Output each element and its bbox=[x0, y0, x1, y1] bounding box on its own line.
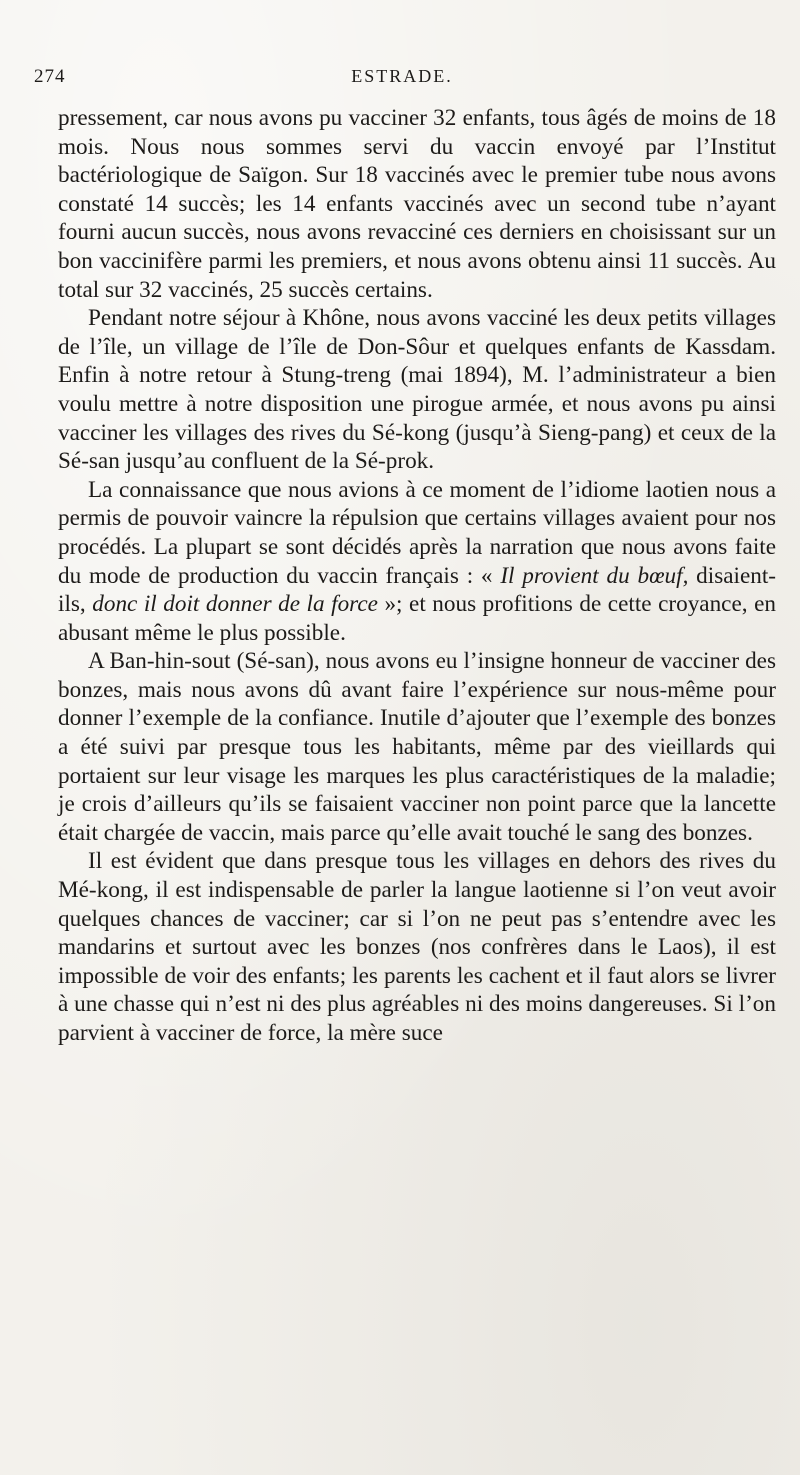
paragraph-2: Pendant notre séjour à Khône, nous avons vacciné les deux petits villages de l’île, un village de l’île de Don-Sôur et quelques enfants de Kassdam. Enfin à notre retour à Stung-treng (mai 1894), M. l’administrateur a bien voulu mettre à notre disposition une pirogue armée, et nous avons pu ainsi vacciner les villages des rives du Sé-kong (jusqu’à Sieng-pang) et ceux de la Sé-san jusqu’au confluent de la Sé-prok. bbox=[58, 305, 776, 475]
paragraph-3-italic-phrase: donc il doit donner de la force bbox=[92, 591, 378, 618]
paragraph-3-text-before: La connaissance que nous avions à ce moment de l’idiome laotien nous a permis de pouvoir vaincre la répulsion que certains villages avaient pour nos procédés. La plupart se sont décidés après la narration que nous avons faite du mode de production du vaccin français : « bbox=[58, 476, 776, 589]
paragraph-3-text-after: »; et nous profitions de cette croyance, en abusant même le plus possible. bbox=[58, 591, 776, 646]
running-head bbox=[34, 66, 770, 92]
paragraph-4: A Ban-hin-sout (Sé-san), nous avons eu l’insigne honneur de vacciner des bonzes, mais nous avons dû avant faire l’expérience sur nous-même pour donner l’exemple de la confiance. Inutile d’ajouter que l’exemple des bonzes a été suivi par presque tous les habitants, même par des vieillards qui portaient sur leur visage les marques les plus caractéristiques de la maladie; je crois d’ailleurs qu’ils se faisaient vacciner non point parce que la lancette était chargée de vaccin, mais parce qu’elle avait touché le sang des bonzes. bbox=[58, 648, 776, 846]
paragraph-3-italic-quote: Il provient du bœuf, bbox=[500, 562, 689, 589]
paragraph-3 bbox=[58, 476, 776, 648]
paragraph-5: Il est évident que dans presque tous les villages en dehors des rives du Mé-kong, il est indispensable de parler la langue laotienne si l’on veut avoir quelques chances de vacciner; car si l’on ne peut pas s’entendre avec les mandarins et surtout avec les bonzes (nos confrères dans le Laos), il est impossible de voir des enfants; les parents les cachent et il faut alors se livrer à une chasse qui n’est ni des plus agréables ni des moins dangereuses. Si l’on parvient à vacciner de force, la mère suce bbox=[58, 848, 776, 1046]
running-title: ESTRADE. bbox=[351, 66, 453, 86]
paragraph-3-text-middle: disaient-ils, bbox=[58, 562, 777, 618]
paragraph-1: pressement, car nous avons pu vacciner 32 enfants, tous âgés de moins de 18 mois. Nous nous sommes servi du vaccin envoyé par l’Institut bactériologique de Saïgon. Sur 18 vaccinés avec le premier tube nous avons constaté 14 succès; les 14 enfants vaccinés avec un second tube n’ayant fourni aucun succès, nous avons revacciné ces derniers en choisissant sur un bon vaccinifère parmi les premiers, et nous avons obtenu ainsi 11 succès. Au total sur 32 vaccinés, 25 succès certains. bbox=[58, 105, 776, 303]
body-text bbox=[58, 104, 776, 1048]
page-number: 274 bbox=[34, 66, 66, 87]
